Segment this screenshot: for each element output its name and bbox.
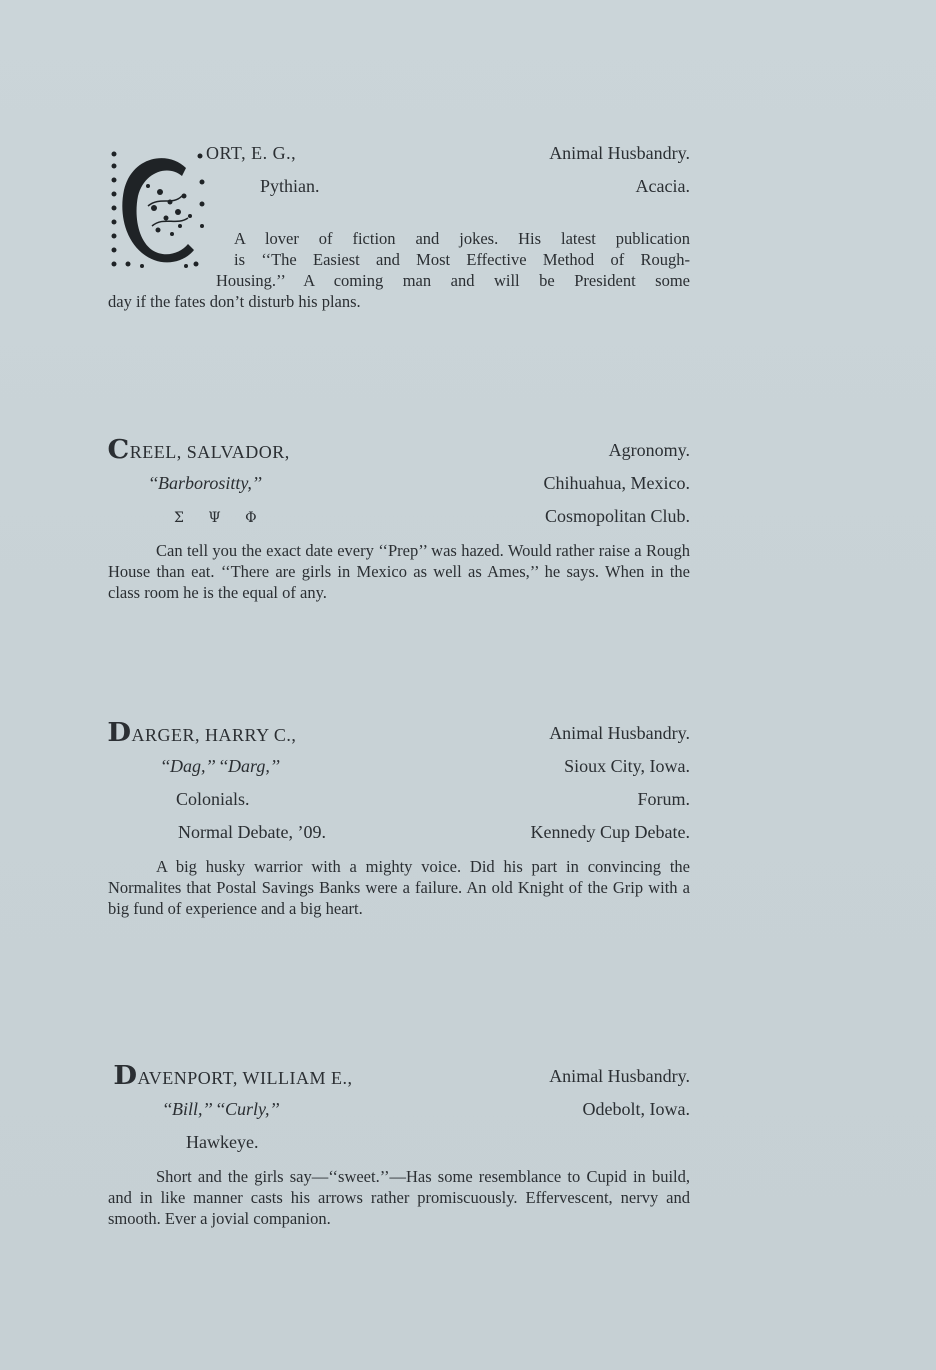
- bio-line: A lover of fiction and jokes. His latest publication: [234, 229, 690, 248]
- entry-row-nickname: [108, 1098, 690, 1131]
- entry-row-name: [107, 435, 690, 472]
- entry-row-society: [206, 175, 690, 208]
- entry-darger: [107, 718, 690, 919]
- student-name: ARGER, HARRY C.,: [131, 725, 297, 745]
- student-name: AVENPORT, WILLIAM E.,: [137, 1068, 353, 1088]
- student-greek-letters: Σ Ψ Φ: [174, 510, 267, 526]
- initial-letter: C: [107, 435, 130, 465]
- student-major: Animal Husbandry.: [549, 723, 690, 743]
- bio-line: is ‘‘The Easiest and Most Effective Method of Rough-: [234, 250, 690, 269]
- bio-line: day if the fates don’t disturb his plans.: [108, 292, 361, 311]
- entry-row-nickname: [108, 755, 690, 788]
- initial-letter: D: [113, 1061, 138, 1091]
- student-bio: A big husky warrior with a mighty voice. Did his part in convincing the Normalites that Postal Savings Banks were a failure. An old Knight of the Grip with a big fund of experience and a big heart.: [108, 857, 690, 918]
- student-bio: Can tell you the exact date every ‘‘Prep’’ was hazed. Would rather raise a Rough House than eat. ‘‘There are girls in Mexico as well as Ames,’’ he says. When in the class room he is the equal of any.: [108, 541, 690, 602]
- student-hometown: Chihuahua, Mexico.: [543, 473, 690, 493]
- student-bio: Short and the girls say—‘‘sweet.’’—Has some resemblance to Cupid in build, and in like manner casts his arrows rather promiscuously. Effervescent, nervy and smooth. Ever a jovial companion.: [108, 1167, 690, 1228]
- student-club: Forum.: [637, 789, 690, 809]
- student-bio: [108, 228, 690, 312]
- entry-row-honors: [108, 821, 690, 854]
- entry-creel: [107, 435, 690, 603]
- entry-row-fraternity: [108, 505, 690, 538]
- student-name: REEL, SALVADOR,: [129, 442, 290, 462]
- student-hometown: Sioux City, Iowa.: [564, 756, 690, 776]
- student-nickname: ‘‘Bill,’’ ‘‘Curly,’’: [162, 1099, 280, 1119]
- student-major: Agronomy.: [608, 440, 690, 460]
- entry-row-nickname: [108, 472, 690, 505]
- entry-row-name: [107, 718, 690, 755]
- student-society: Hawkeye.: [186, 1132, 259, 1152]
- student-society: Pythian.: [260, 176, 320, 196]
- student-fraternity: Acacia.: [635, 176, 690, 196]
- entry-row-society: [108, 1131, 690, 1164]
- entry-row-society: [108, 788, 690, 821]
- student-nickname: ‘‘Barborositty,’’: [148, 473, 262, 493]
- entry-row-name: [108, 1061, 690, 1098]
- student-nickname: ‘‘Dag,’’ ‘‘Darg,’’: [160, 756, 280, 776]
- student-major: Animal Husbandry.: [549, 1066, 690, 1086]
- student-major: Animal Husbandry.: [549, 143, 690, 163]
- initial-letter: D: [107, 718, 132, 748]
- student-society: Colonials.: [176, 789, 250, 809]
- student-club: Cosmopolitan Club.: [544, 506, 690, 526]
- student-hometown: Odebolt, Iowa.: [582, 1099, 690, 1119]
- student-honor: Kennedy Cup Debate.: [530, 822, 690, 842]
- entry-row-name: [206, 142, 690, 175]
- student-name: ORT, E. G.,: [206, 143, 297, 163]
- bio-line: Housing.’’ A coming man and will be President some: [216, 271, 690, 290]
- entry-davenport: [108, 1061, 690, 1229]
- student-honor: Normal Debate, ’09.: [178, 822, 326, 842]
